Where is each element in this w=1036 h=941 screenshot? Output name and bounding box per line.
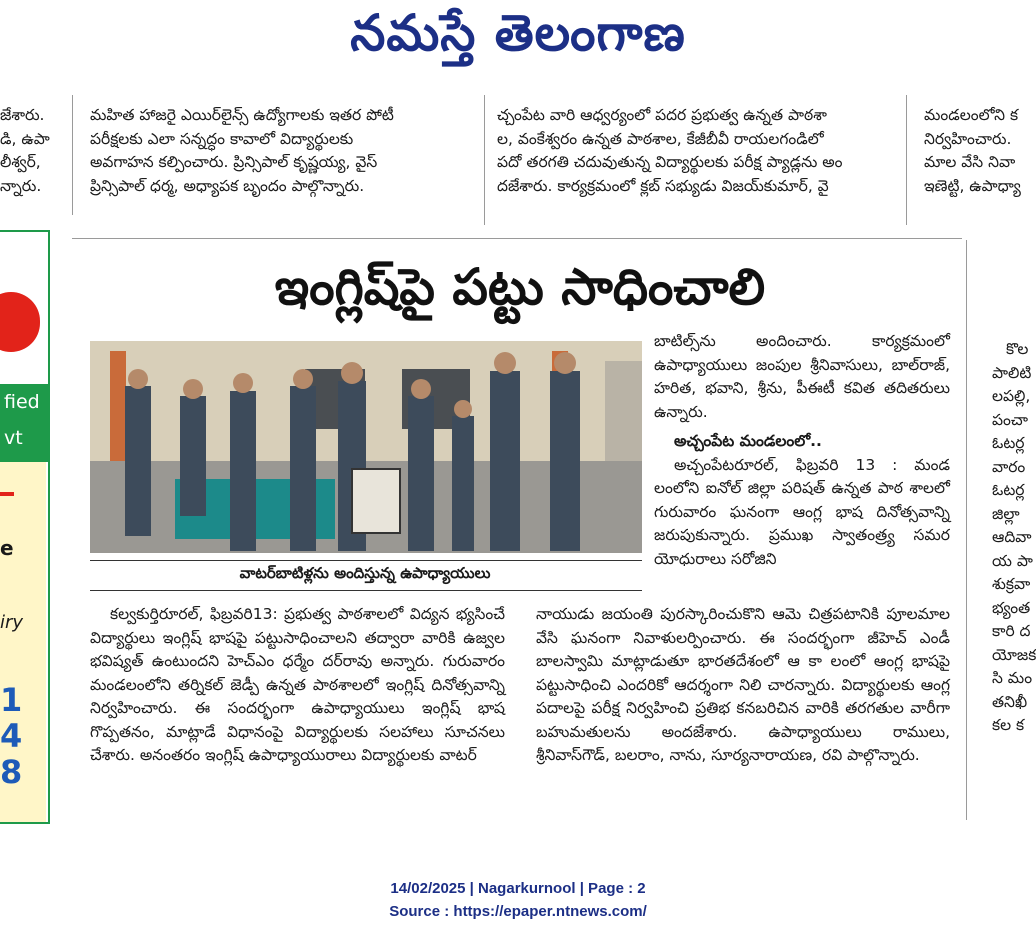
- column-rule: [966, 240, 967, 820]
- caption-rule: [90, 590, 642, 591]
- article-subhead: అచ్చంపేట మండలంలో..: [674, 432, 822, 450]
- masthead-logo: నమస్తే తెలంగాణ: [350, 4, 686, 62]
- section-rule: [72, 238, 962, 239]
- article-col1: కల్వకుర్తిరూరల్, ఫిబ్రవరి13: ప్రభుత్వ పాఠశాలలో విద్యన భ్యసించే విద్యార్థులు ఇంగ్లిష్ భాషపై పట్టుసాధించాలని తద్వారా వారికి ఉజ్వల భవిష్యత్ ఉంటుందని హెచ్‌ఎం ధర్మేం దర్‌రావు అన్నారు. గురువారం మండలంలోని తర్నికల్ జెడ్పీ ఉన్నత పాఠశాలలో ఇంగ్లిష్ దినోత్సవాన్ని నిర్వహించారు. ఈ సందర్భంగా ఉపాధ్యాయులు ఇంగ్లిష్ భాష గొప్పతనం, మాట్లాడే విధానంపై విద్యార్థులకు సలహాలు సూచనలు చేశారు. అనంతరం ఇంగ్లిష్ ఉపాధ్యాయురాలు విద్యార్థులకు వాటర్: [90, 605, 505, 764]
- top-story-3: మండలంలోని క నిర్వహించారు. మాల వేసి నివా ఇణెట్టి, ఉపాధ్యా: [924, 106, 1021, 195]
- caption-rule: [90, 560, 642, 561]
- ad-yellow-panel: [0, 462, 46, 822]
- column-rule: [484, 95, 485, 225]
- column-rule: [72, 95, 73, 215]
- photo-illustration: [90, 341, 642, 553]
- top-story-2: చ్చంపేట వారి ఆధ్వర్యంలో పదర ప్రభుత్వ ఉన్నత పాఠశా ల, వంకేశ్వరం ఉన్నత పాఠశాల, కేజీబీవీ రాయలగండిలో పదో తరగతి చదువుతున్న విద్యార్థులకు పరీక్ష ప్యాడ్లను అం దజేశారు. కార్యక్రమంలో క్లబ్ సభ్యుడు విజయ్‌కుమార్, వై: [497, 106, 843, 195]
- ad-top-panel: [0, 232, 46, 382]
- article-col2-top: బాటిల్స్‌ను అందించారు. కార్యక్రమంలో ఉపాధ్యాయులు జంపుల శ్రీనివాసులు, బాల్‌రాజ్, హరిత, భవాని, శ్రీను, పీఈటీ కవిత తదితరులు ఉన్నారు. అచ్చంపేట మండలంలో.. అచ్చంపేటరూరల్, ఫిబ్రవరి 13 : మండ లంలోని ఐనోల్ జిల్లా పరిషత్ ఉన్నత పాఠ శాలలో గురువారం ఘనంగా ఆంగ్ల భాష దినోత్సవాన్ని జరుపుకున్నారు. ప్రముఖ స్వాతంత్ర్య సమర యోధురాలు సరోజిని: [654, 332, 950, 568]
- ad-number-stack: 1 4 8: [0, 681, 23, 791]
- ad-text: iry: [0, 612, 24, 633]
- ad-text: e: [0, 536, 14, 560]
- ad-green-banner: fied vt: [0, 384, 50, 462]
- photo-caption: వాటర్‌బాటిళ్లను అందిస్తున్న ఉపాధ్యాయులు: [239, 564, 491, 582]
- top-story-1: మహిత హాజరై ఎయిర్‌లైన్స్ ఉద్యోగాలకు ఇతర పోటీ పరీక్షలకు ఎలా సన్నద్ధం కావాలో విద్యార్థులకు అవగాహన కల్పించారు. ప్రిన్సిపాల్ కృష్ణయ్య, వైస్ ప్రిన్సిపాల్ ధర్మ, అధ్యాపక బృందం పాల్గొన్నారు.: [90, 106, 394, 195]
- side-advertisement: [0, 230, 50, 824]
- footer-source-line: Source : https://epaper.ntnews.com/: [389, 903, 647, 920]
- footer-date-line: 14/02/2025 | Nagarkurnool | Page : 2: [390, 880, 646, 897]
- right-column-fragment: కొల పాలిటి లపల్లి, పంచా ఓటర్ల వారం ఓటర్ల జిల్లా ఆదివా య పా శుక్రవా భ్యంత కారి ద యోజక సి మం తనిఖీ కల క: [992, 340, 1036, 734]
- top-left-fragment: జేశారు. డి, ఉపా లీశ్వర్, న్నారు.: [0, 106, 50, 195]
- column-rule: [906, 95, 907, 225]
- article-col2-bottom: నాయుడు జయంతి పురస్కారించుకొని ఆమె చిత్రపటానికి పూలమాల వేసి ఘనంగా నివాళులర్పించారు. ఈ సందర్భంగా జీహెచ్ ఎండీ బాలస్వామి మాట్లాడుతూ భారతదేశంలో ఆ కా లంలో ఆంగ్ల భాషపై పట్టుసాధించి ఎందరికో ఆదర్శంగా నిలి చారన్నారు. విద్యార్థులకు ఆంగ్ల పదాలపై పరీక్ష నిర్వహించి ప్రతిభ కనబరిచిన వారికి తరగతుల వారీగా బహుమతులను అందజేశారు. ఉపాధ్యాయులు రాములు, శ్రీనివాస్‌గౌడ్, బలరాం, నాను, సూర్యనారాయణ, రవి పాల్గొన్నారు.: [536, 605, 950, 764]
- article-photo: [90, 341, 642, 553]
- article-headline: ఇంగ్లిష్‌పై పట్టు సాధించాలి: [274, 258, 766, 316]
- ad-logo-shape: [0, 292, 40, 352]
- ad-dash: [0, 492, 14, 496]
